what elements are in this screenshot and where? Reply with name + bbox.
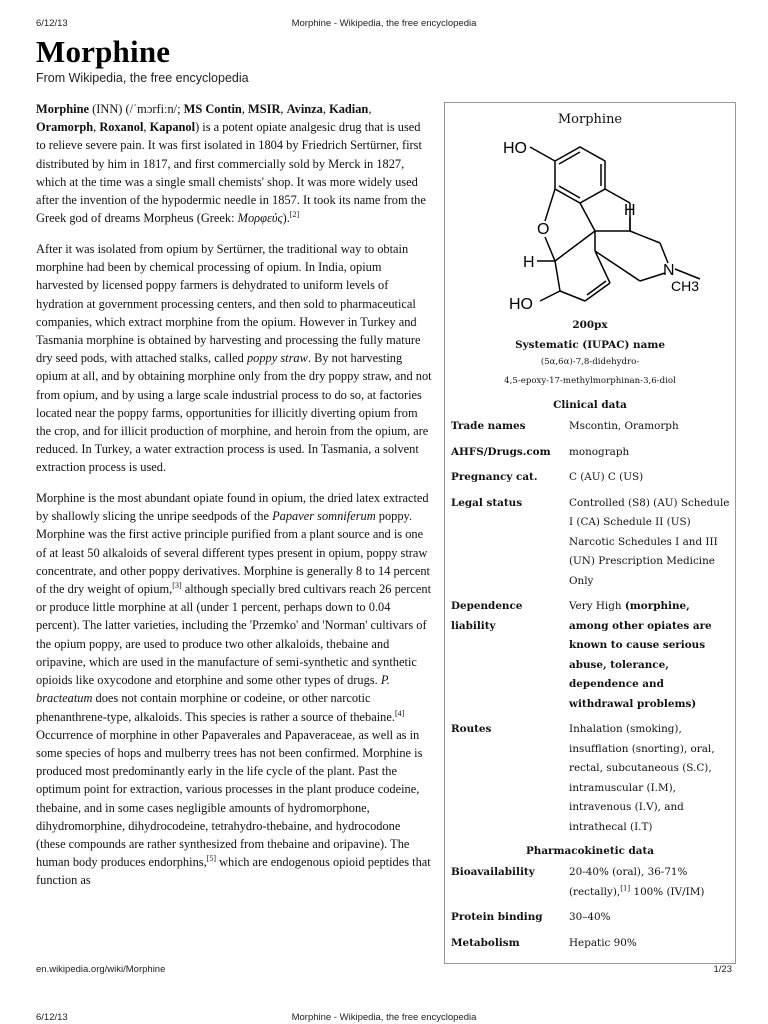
citation-link[interactable]: [1] xyxy=(620,884,631,893)
page-subtitle: From Wikipedia, the free encyclopedia xyxy=(36,71,249,85)
label-o: O xyxy=(537,221,550,238)
row-pregnancy xyxy=(445,468,735,488)
text: Occurrence of morphine in other Papaverales and Papaveraceae, as well as in some species of hops and mulberry trees has not been confirmed. Morphine is produced most predominantly early in the life cycle of the plant. Past the optimum point for extraction, various processes in the plant produce codeine, thebaine, and in some cases negligible amounts of hydromorphone, dihydromorphine, dihydrocodeine, tetrahydro-thebaine, and hydrocodone (these compounds are rather synthesized from thebaine and oripavine). The human body produces endorphins, xyxy=(36,727,423,870)
text: , xyxy=(280,102,287,116)
brand-name[interactable]: Kadian xyxy=(329,102,369,116)
row-value: Hepatic 90% xyxy=(569,936,637,949)
infobox xyxy=(444,102,736,964)
print-date: 6/12/13 xyxy=(36,18,68,29)
row-dependence xyxy=(445,597,735,714)
row-label[interactable]: Routes xyxy=(451,723,492,735)
row-protein-binding xyxy=(445,908,735,928)
text: , xyxy=(93,120,100,135)
term-papaver[interactable]: Papaver somniferum xyxy=(272,509,376,524)
row-label[interactable]: Legal status xyxy=(451,496,523,509)
paragraph-extraction xyxy=(36,240,432,477)
iupac-name xyxy=(445,353,735,391)
pharmacokinetic-header: Pharmacokinetic data xyxy=(525,845,655,857)
page-title: Morphine xyxy=(36,34,171,69)
iupac-header: Systematic (IUPAC) name xyxy=(515,339,665,351)
iupac-line: 4,5-epoxy-17-methylmorphinan-3,6-diol xyxy=(504,376,676,386)
text: does not contain morphine or codeine, or other narcotic phenanthrene-type, alkaloids. This species is rather a source of thebaine. xyxy=(36,691,395,724)
row-label[interactable]: Metabolism xyxy=(451,936,520,949)
row-value[interactable]: monograph xyxy=(569,445,630,458)
paragraph-intro xyxy=(36,100,432,227)
text: , xyxy=(368,102,372,116)
value-bold: (morphine, among other opiates are known to cause serious abuse, tolerance, dependence and withdrawal problems) xyxy=(569,600,712,710)
label-n: N xyxy=(663,262,675,279)
row-label[interactable]: Protein binding xyxy=(451,911,543,923)
brand-name[interactable]: Roxanol xyxy=(99,120,144,135)
row-bioavailability xyxy=(445,863,735,902)
label-h-top: H xyxy=(624,202,636,219)
brand-name[interactable]: Kapanol xyxy=(149,120,196,135)
label-ho-bottom: HO xyxy=(509,296,533,313)
brand-name[interactable]: Avinza xyxy=(286,102,323,116)
text: although specially bred cultivars reach 26 percent or produce little morphine at all (under 1 percent, perhaps down to 0.04 percent). The latter varieties, including the 'Przemko' and 'Norman' cultivars of the opium poppy, are used to produce two other alkaloids, thebaine and oripavine, which are used in the manufacture of semi-synthetic and synthetic opioids like oxycodone and etorphine and some other types of drugs. xyxy=(36,582,432,688)
term-poppy-straw[interactable]: poppy straw xyxy=(246,351,308,366)
row-value xyxy=(569,863,735,902)
page-number: 1/23 xyxy=(713,964,732,975)
row-label[interactable]: Dependence liability xyxy=(451,600,523,632)
label-ho-top: HO xyxy=(503,140,527,157)
page-url[interactable]: en.wikipedia.org/wiki/Morphine xyxy=(36,964,166,975)
brand-name[interactable]: MS Contin xyxy=(183,102,242,116)
infobox-title: Morphine xyxy=(557,112,623,127)
row-label[interactable]: Bioavailability xyxy=(451,866,535,878)
text: ) is a potent opiate analgesic drug that is used to relieve severe pain. It was first isolated in 1804 by Friedrich Sertürner, first distributed by him in 1817, and first commercially sold by Merck in 1827, which at the time was a single small chemists' shop. It was more widely used after the invention of the hypodermic needle in 1857. It took its name from the Greek god of dreams Morpheus (Greek: xyxy=(36,120,426,226)
text: , xyxy=(241,102,249,116)
citation-link[interactable]: [5] xyxy=(206,854,217,863)
greek-term: Μορφεύς xyxy=(237,211,283,226)
row-value: 30–40% xyxy=(569,911,611,923)
row-value xyxy=(569,597,735,714)
text: Morphine is the most abundant opiate found in opium, the dried latex extracted by shallowly slicing the unripe seedpods of the xyxy=(36,491,429,524)
paragraph-opium xyxy=(36,489,432,889)
article-body xyxy=(36,100,432,902)
row-value: Controlled (S8) (AU) Schedule I (CA) Schedule II (US) Narcotic Schedules I and III (UN) Prescription Medicine Only xyxy=(569,496,730,587)
term-bracteatum[interactable]: P. bracteatum xyxy=(36,673,390,706)
citation-link[interactable]: [4] xyxy=(394,708,405,718)
label-ch3: CH3 xyxy=(671,278,700,294)
text: After it was isolated from opium by Sertürner, the traditional way to obtain morphine had been by chemical processing of opium. In India, opium harvested by licensed poppy farmers is dehydrated to uniform levels of hydration at government processing centers, and then sold to pharmaceutical companies, which extract morphine from the opium. However in Turkey and Tasmania morphine is obtained by harvesting and processing the fully mature dry seed pods, with attached stalks, called xyxy=(36,241,421,366)
text: which are endogenous opioid peptides that function as xyxy=(36,855,431,888)
row-value: C (AU) C (US) xyxy=(569,471,644,483)
text: , xyxy=(322,102,330,116)
row-label[interactable]: AHFS/Drugs.com xyxy=(451,445,551,458)
term-morphine: Morphine xyxy=(36,102,90,116)
row-ahfs xyxy=(445,443,735,463)
iupac-line: (5α,6α)-7,8-didehydro- xyxy=(540,357,640,367)
row-legal-status xyxy=(445,494,735,592)
value-text: Very High xyxy=(569,600,625,612)
print-title: Morphine - Wikipedia, the free encyclopedia xyxy=(291,1012,477,1023)
text: . By not harvesting opium at all, and by obtaining morphine only from the dry poppy straw, and not from opium, and by using a large scale industrial process to do so, at factories located near the poppy farms, opportunities for illicitly diverting opium from the crop, and for illicit production of morphine, and heroin from the opium, are reduced. In Turkey, a water extraction process is used. In Tasmania, a solvent extraction process is used. xyxy=(36,351,432,475)
citation-link[interactable]: [2] xyxy=(289,210,300,220)
label-h-left: H xyxy=(523,254,535,271)
text: ). xyxy=(282,211,290,226)
row-metabolism xyxy=(445,934,735,954)
row-label[interactable]: Pregnancy cat. xyxy=(451,471,538,483)
text: poppy. Morphine was the first active principle purified from a plant source and is one of at least 50 alkaloids of several different types present in opium, poppy straw concentrate, and other poppy derivatives. Morphine is generally 8 to 14 percent of the dry weight of opium, xyxy=(36,509,430,597)
row-value: Inhalation (smoking), insufflation (snorting), oral, rectal, subcutaneous (S.C), intramuscular (I.M), intravenous (I.V), and intrathecal (I.T) xyxy=(569,723,715,833)
image-size-label: 200px xyxy=(572,319,608,331)
clinical-data-header: Clinical data xyxy=(553,399,627,411)
text: , xyxy=(143,120,150,135)
print-title: Morphine - Wikipedia, the free encyclopedia xyxy=(291,18,477,29)
brand-name[interactable]: MSIR xyxy=(248,102,281,116)
row-trade-names xyxy=(445,417,735,437)
row-value: Mscontin, Oramorph xyxy=(569,420,679,432)
value-text: 100% (IV/IM) xyxy=(630,885,705,898)
citation-link[interactable]: [3] xyxy=(172,580,182,590)
text: (INN) (/ˈmɔrfiːn/; xyxy=(89,102,184,116)
print-date: 6/12/13 xyxy=(36,1012,68,1023)
value-text: 20-40% (oral), 36-71% (rectally), xyxy=(569,866,688,898)
morphine-structure-image[interactable] xyxy=(485,133,700,313)
row-label: Trade names xyxy=(451,420,526,432)
brand-name[interactable]: Oramorph xyxy=(36,120,94,135)
row-routes xyxy=(445,720,735,837)
